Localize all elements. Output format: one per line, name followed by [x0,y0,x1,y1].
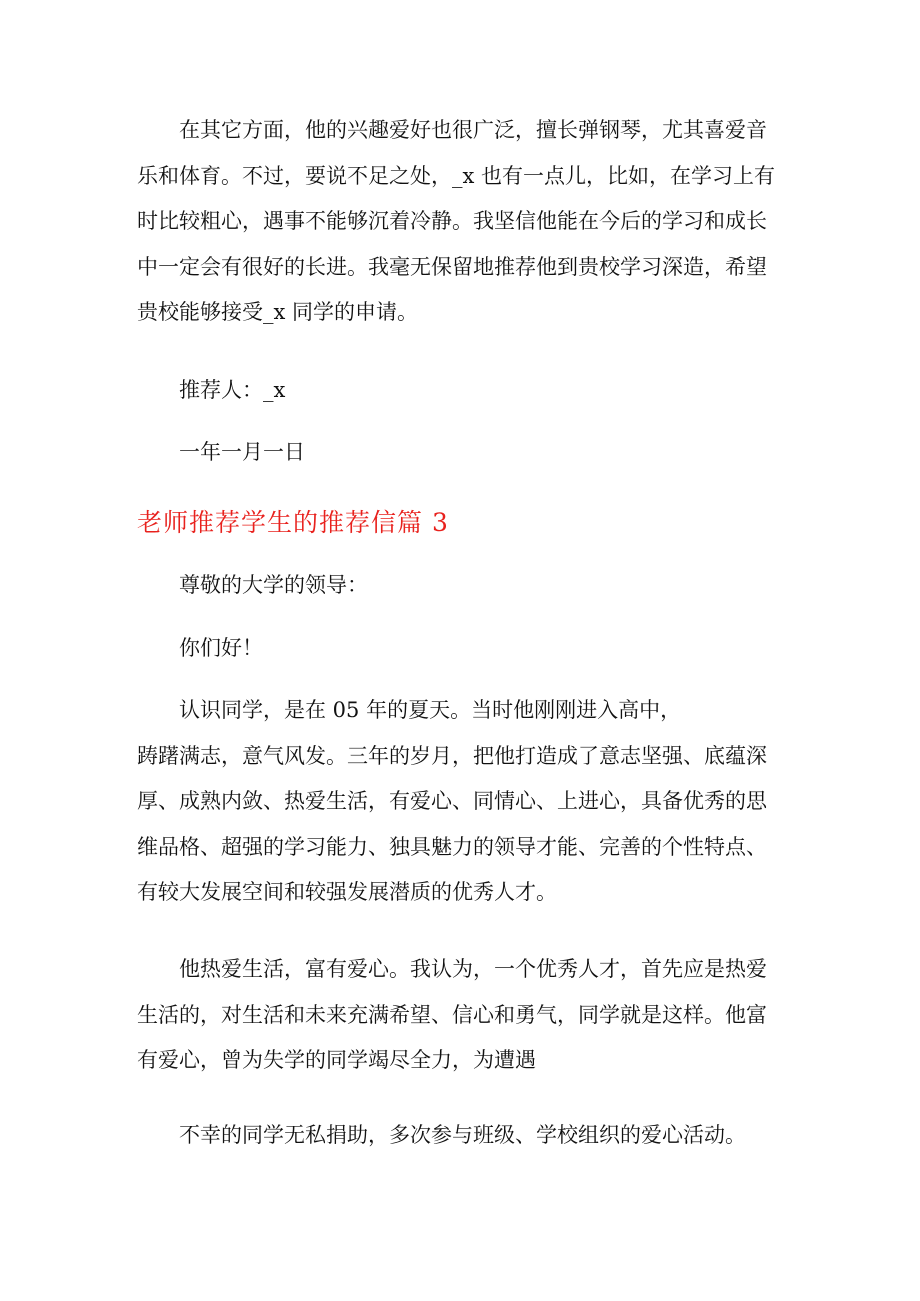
section-heading: 老师推荐学生的推荐信篇 3 [137,508,449,537]
paragraph-line: 生活的，对生活和未来充满希望、信心和勇气，同学就是这样。他富 [137,1002,767,1027]
recommender-text: 推荐人：_x [179,378,286,402]
paragraph-interests [137,108,797,336]
hello-text: 你们好！ [179,636,263,660]
paragraph-line: 他热爱生活，富有爱心。我认为，一个优秀人才，首先应是热爱 [179,957,767,981]
paragraph-line: 贵校能够接受_x 同学的申请。 [137,300,419,325]
paragraph-introduction [137,688,797,916]
paragraph-charity [137,1113,797,1159]
paragraph-line: 维品格、超强的学习能力、独具魅力的领导才能、完善的个性特点、 [137,834,767,859]
paragraph-line: 时比较粗心，遇事不能够沉着冷静。我坚信他能在今后的学习和成长 [137,209,767,234]
paragraph-line: 有爱心，曾为失学的同学竭尽全力，为遭遇 [137,1048,536,1073]
greeting-line [137,563,797,609]
paragraph-line: 不幸的同学无私捐助，多次参与班级、学校组织的爱心活动。 [179,1123,746,1147]
paragraph-line: 有较大发展空间和较强发展潜质的优秀人才。 [137,880,557,905]
paragraph-line: 乐和体育。不过，要说不足之处，_x 也有一点儿，比如，在学习上有 [137,163,776,188]
date-text: 一年一月一日 [179,440,305,464]
date-line [137,430,797,476]
paragraph-line: 踌躇满志，意气风发。三年的岁月，把他打造成了意志坚强、底蕴深 [137,743,767,768]
paragraph-love-of-life [137,947,797,1084]
paragraph-line: 在其它方面，他的兴趣爱好也很广泛，擅长弹钢琴，尤其喜爱音 [179,118,767,142]
hello-line [137,626,797,672]
paragraph-line: 厚、成熟内敛、热爱生活，有爱心、同情心、上进心，具备优秀的思 [137,789,767,814]
paragraph-line: 中一定会有很好的长进。我毫无保留地推荐他到贵校学习深造，希望 [137,254,767,279]
greeting-text: 尊敬的大学的领导： [179,573,368,597]
paragraph-line: 认识同学，是在 05 年的夏天。当时他刚刚进入高中， [179,698,682,722]
recommender-line [137,368,797,414]
